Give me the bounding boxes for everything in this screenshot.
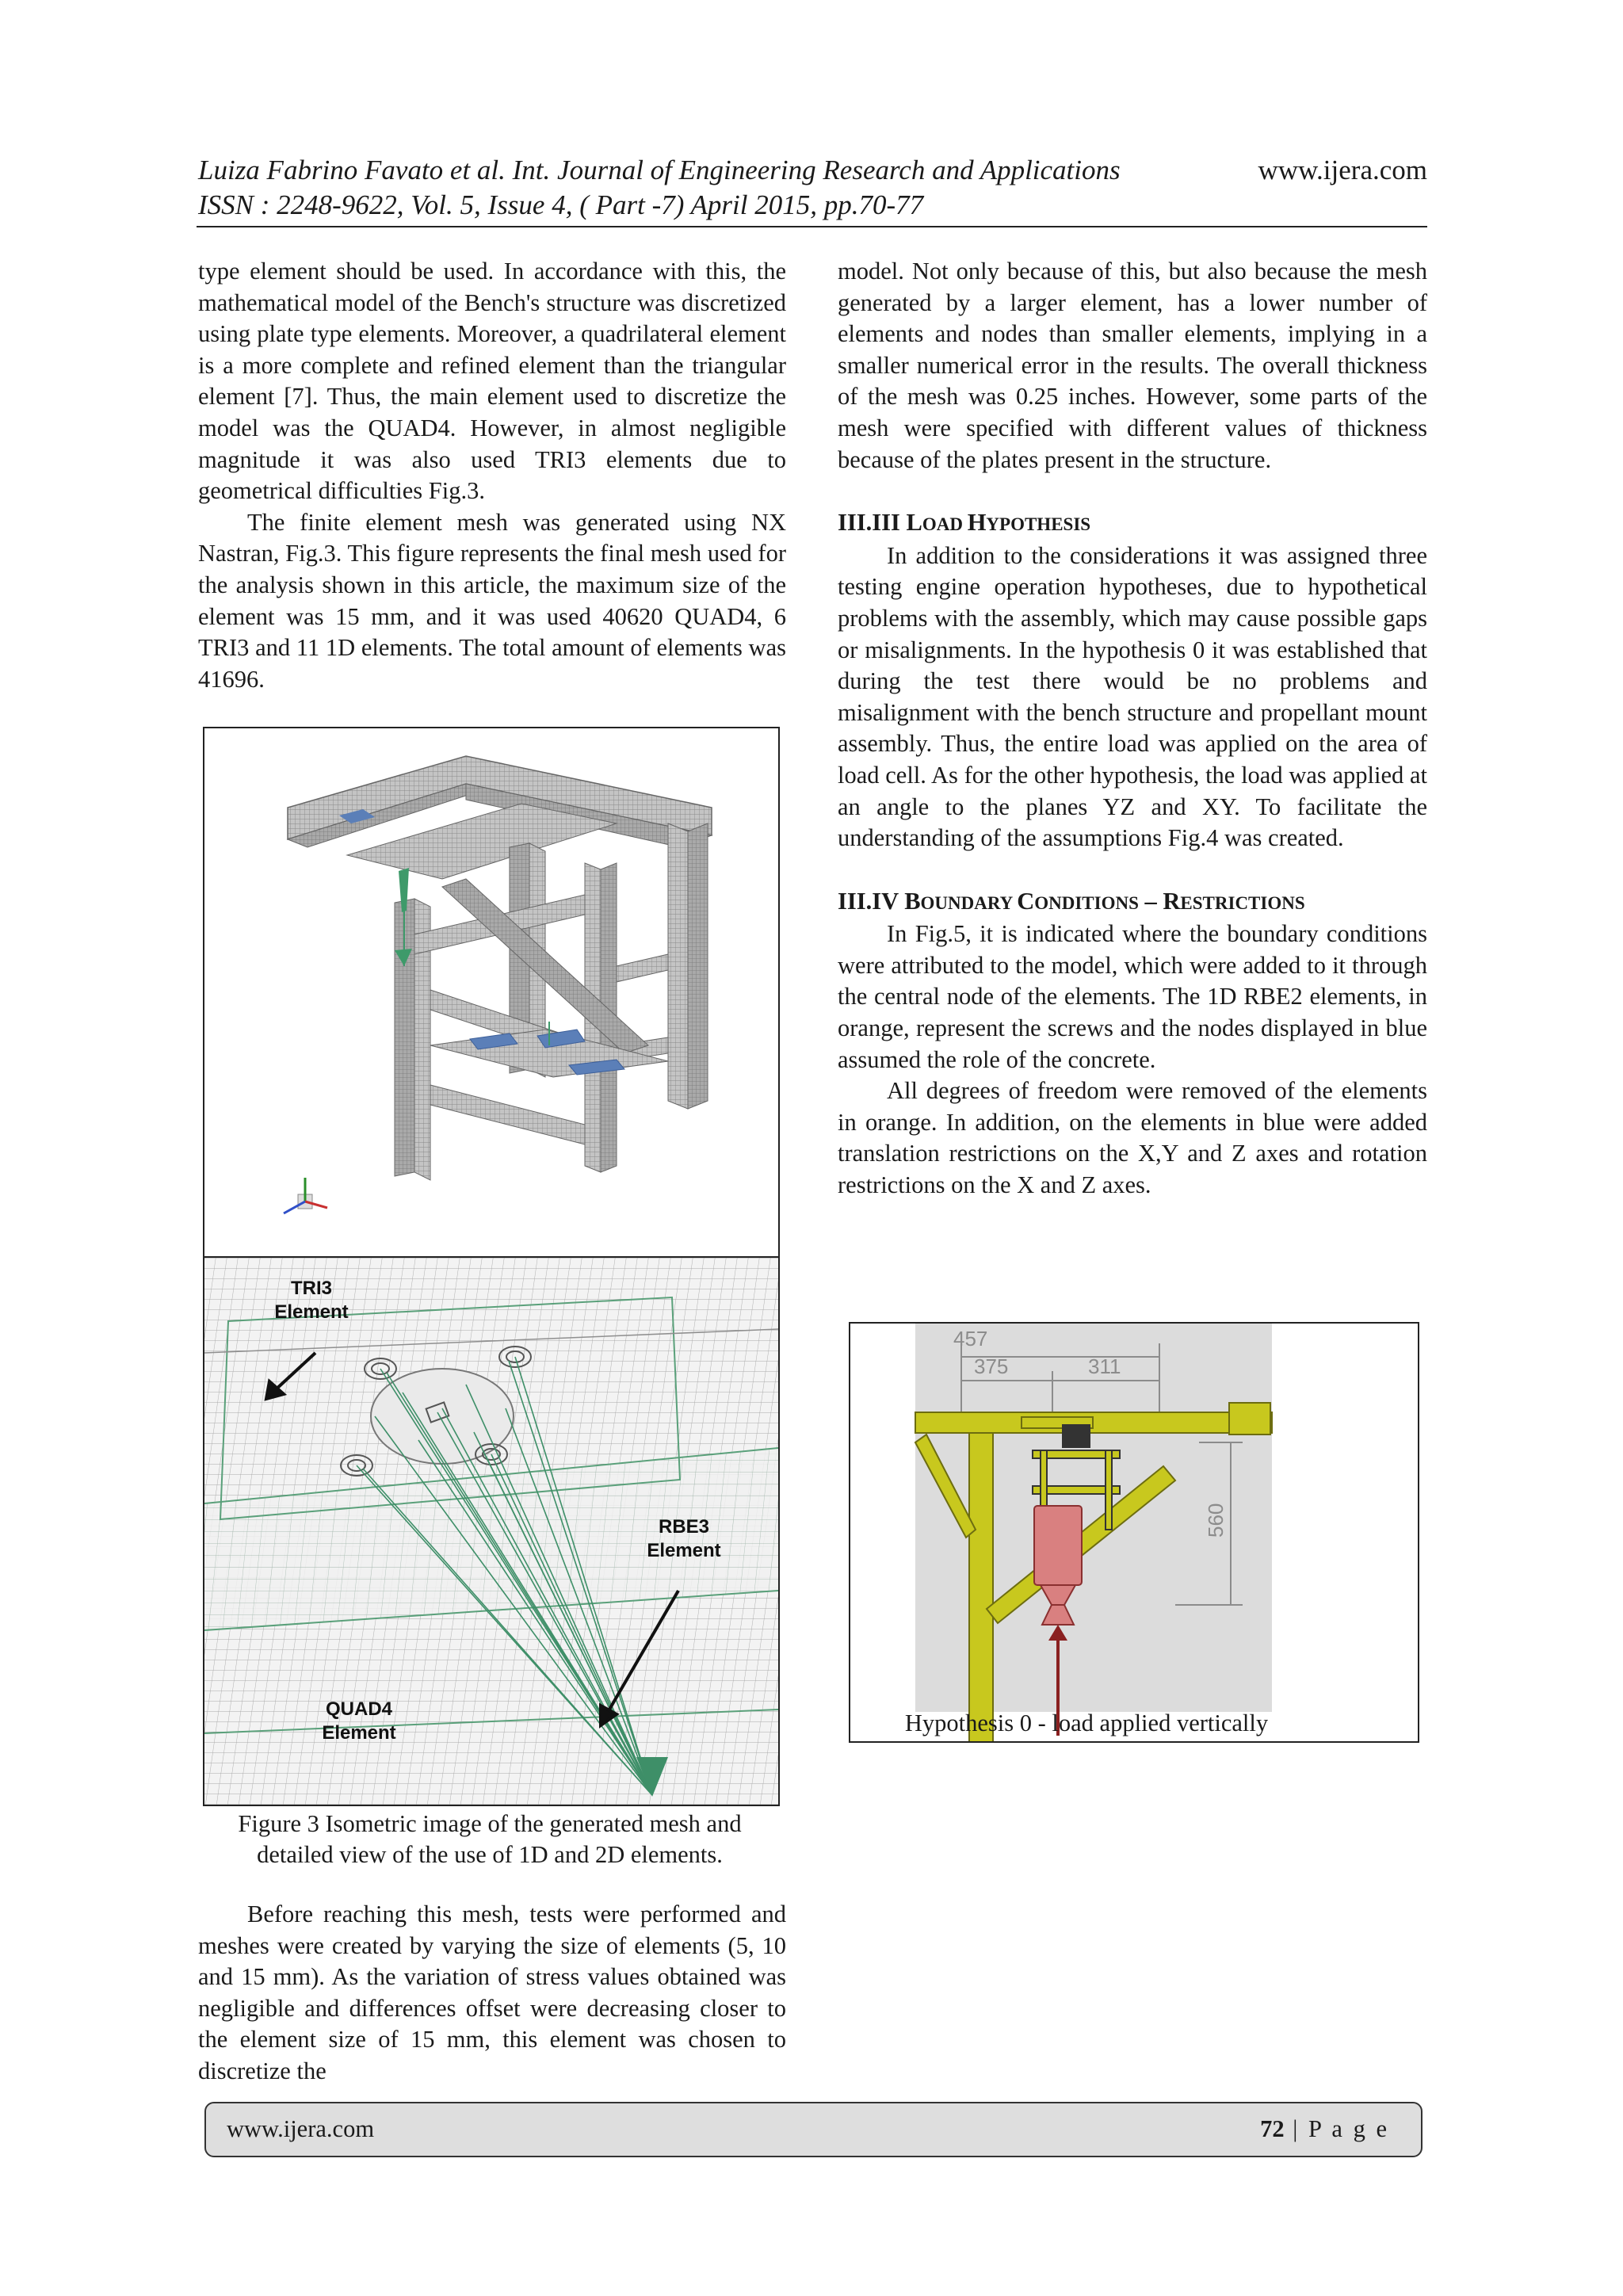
tri3-label: TRI3 Element bbox=[274, 1278, 349, 1323]
right-column bbox=[838, 256, 1427, 1201]
header-rule bbox=[197, 226, 1427, 227]
paragraph: In addition to the considerations it was assigned three testing engine operation hypotheses, due to hypothetical problems with the assembly, which may cause possible gaps or misalignments. In the hypothesis 0 it was established that during the test there would be no problems and misalignment with the bench structure and propellant mount assembly. Thus, the entire load was applied on the area of load cell. As for the other hypothesis, the load was applied at an angle to the planes YZ and XY. To facilitate the understanding of the assumptions Fig.4 was created. bbox=[838, 541, 1427, 852]
isometric-mesh-drawing bbox=[204, 728, 778, 1257]
paragraph: Before reaching this mesh, tests were performed and meshes were created by varying the size of elements (5, 10 and 15 mm). As the variation of stress values obtained was negligible and differences offset were decreasing closer to the element size of 15 mm, this element was chosen to discretize the bbox=[198, 1901, 786, 2084]
paragraph: The finite element mesh was generated using NX Nastran, Fig.3. This figure represents the final mesh used for the analysis shown in this article, the maximum size of the element was 15 mm, and it was used 40620 QUAD4, 6 TRI3 and 11 1D elements. The total amount of elements was 41696. bbox=[198, 508, 786, 693]
issn-header-line: ISSN : 2248-9622, Vol. 5, Issue 4, ( Part -7) April 2015, pp.70-77 bbox=[198, 189, 924, 220]
left-column-top bbox=[198, 256, 786, 695]
figure-3-detail-view bbox=[203, 1256, 780, 1806]
figure-4-caption: Hypothesis 0 - load applied vertically bbox=[904, 1710, 1269, 1736]
figure-3-isometric-mesh bbox=[203, 727, 780, 1259]
figure-4-hypothesis-0 bbox=[849, 1322, 1419, 1743]
header-website: www.ijera.com bbox=[1258, 155, 1427, 185]
footer-page-number: 72 | P a g e bbox=[1260, 2115, 1389, 2142]
rbe3-label: RBE3 Element bbox=[647, 1516, 721, 1561]
section-heading-load-hypothesis: III.III LOAD HYPOTHESIS bbox=[838, 509, 1091, 537]
section-heading-boundary-conditions: III.IV BOUNDARY CONDITIONS – RESTRICTIONS bbox=[838, 887, 1305, 915]
paragraph: type element should be used. In accordance with this, the mathematical model of the Bench's structure was discretized using plate type elements. Moreover, a quadrilateral element is a more complete and refined element than the triangular element [7]. Thus, the main element used to discretize the model was the QUAD4. However, in almost negligible magnitude it was also used TRI3 elements due to geometrical difficulties Fig.3. bbox=[198, 258, 786, 505]
dim-560: 560 bbox=[1204, 1503, 1228, 1538]
journal-header-line: Luiza Fabrino Favato et al. Int. Journal of Engineering Research and Applications bbox=[198, 155, 1121, 185]
figure-3-caption: Figure 3 Isometric image of the generated mesh and detailed view of the use of 1D and 2D elements. bbox=[238, 1810, 742, 1868]
dim-311: 311 bbox=[1088, 1354, 1121, 1378]
paragraph: In Fig.5, it is indicated where the boundary conditions were attributed to the model, which were added to it through the central node of the elements. The 1D RBE2 elements, in orange, represent the screws and the nodes displayed in blue assumed the role of the concrete. bbox=[838, 920, 1427, 1073]
page-footer bbox=[204, 2102, 1423, 2157]
test-bench-drawing bbox=[850, 1324, 1418, 1741]
paragraph: model. Not only because of this, but also because the mesh generated by a larger element, has a lower number of elements and nodes than smaller elements, implying in a smaller numerical error in the results. The overall thickness of the mesh was 0.25 inches. However, some parts of the mesh were specified with different values of thickness because of the plates present in the structure. bbox=[838, 258, 1427, 473]
footer-website: www.ijera.com bbox=[227, 2115, 375, 2142]
left-column-bottom bbox=[198, 1899, 786, 2088]
dim-457: 457 bbox=[953, 1327, 988, 1350]
dim-375: 375 bbox=[974, 1354, 1009, 1378]
quad4-label: QUAD4 Element bbox=[322, 1698, 396, 1744]
coordinate-axis-icon bbox=[284, 1178, 327, 1213]
paragraph: All degrees of freedom were removed of the elements in orange. In addition, on the elements in blue were added translation restrictions on the X,Y and Z axes and rotation restrictions on the X and Z axes. bbox=[838, 1077, 1427, 1199]
